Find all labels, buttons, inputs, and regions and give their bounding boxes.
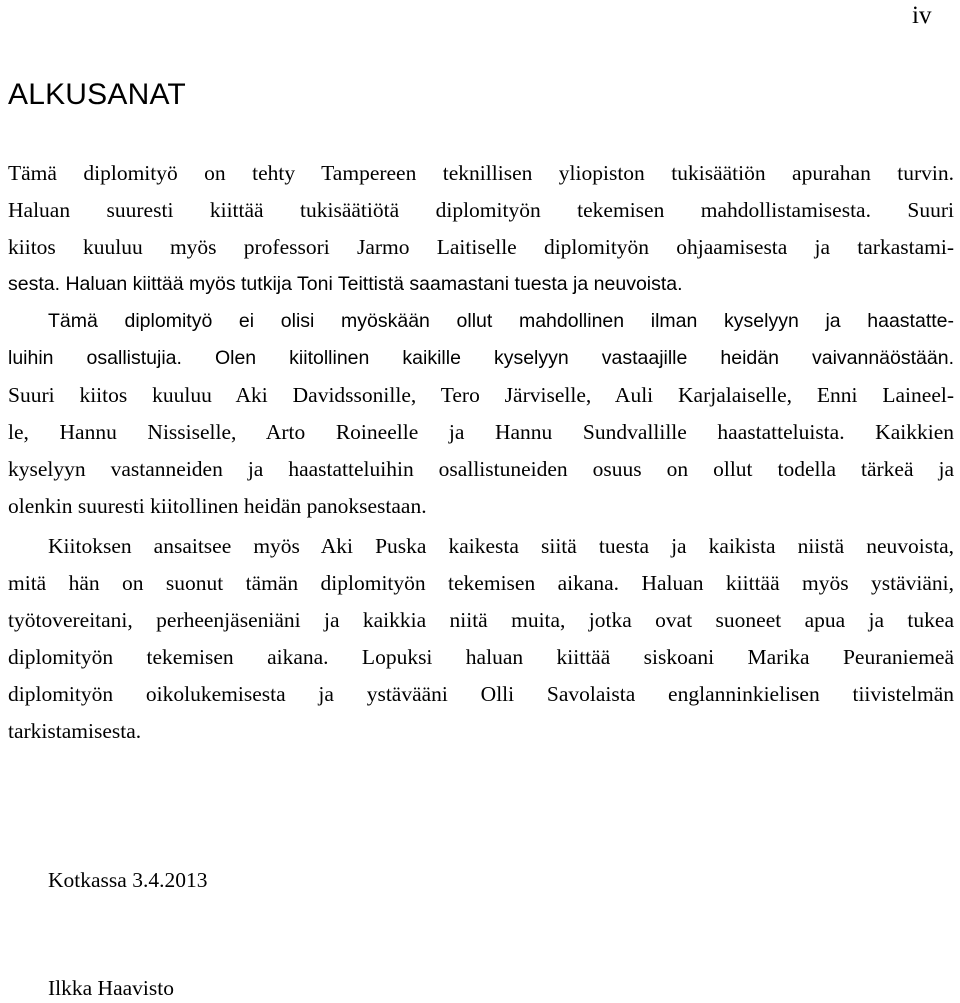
text-line: Tämä diplomityö on tehty Tampereen teknillisen yliopiston tukisäätiön apurahan turvin. xyxy=(8,161,954,185)
text-line: Kiitoksen ansaitsee myös Aki Puska kaikesta siitä tuesta ja kaikista niistä neuvoista, xyxy=(48,534,954,558)
text-line: diplomityön oikolukemisesta ja ystävääni Olli Savolaista englanninkielisen tiivistelmän xyxy=(8,682,954,706)
text-line: kyselyyn vastanneiden ja haastatteluihin osallistuneiden osuus on ollut todella tärkeä ja xyxy=(8,457,954,481)
page-number: iv xyxy=(912,2,932,29)
text-line: sesta. Haluan kiittää myös tutkija Toni Teittistä saamastani tuesta ja neuvoista. xyxy=(8,273,683,295)
text-line: Tämä diplomityö ei olisi myöskään ollut mahdollinen ilman kyselyyn ja haastatte- xyxy=(48,310,954,332)
text-line: le, Hannu Nissiselle, Arto Roineelle ja Hannu Sundvallille haastatteluista. Kaikkien xyxy=(8,420,954,444)
page-heading: ALKUSANAT xyxy=(8,78,186,111)
text-line: mitä hän on suonut tämän diplomityön tekemisen aikana. Haluan kiittää myös ystäviäni, xyxy=(8,571,954,595)
place-date: Kotkassa 3.4.2013 xyxy=(48,868,208,892)
text-line: työtovereitani, perheenjäseniäni ja kaikkia niitä muita, jotka ovat suoneet apua ja tukea xyxy=(8,608,954,632)
text-line: diplomityön tekemisen aikana. Lopuksi haluan kiittää siskoani Marika Peuraniemeä xyxy=(8,645,954,669)
text-line: kiitos kuuluu myös professori Jarmo Laitiselle diplomityön ohjaamisesta ja tarkastami- xyxy=(8,235,954,259)
author-name: Ilkka Haavisto xyxy=(48,976,174,1000)
text-line: olenkin suuresti kiitollinen heidän panoksestaan. xyxy=(8,494,427,518)
text-line: Suuri kiitos kuuluu Aki Davidssonille, Tero Järviselle, Auli Karjalaiselle, Enni Laineel- xyxy=(8,383,954,407)
text-line: tarkistamisesta. xyxy=(8,719,142,743)
text-line: luihin osallistujia. Olen kiitollinen kaikille kyselyyn vastaajille heidän vaivannäöstään. xyxy=(8,347,954,369)
text-line: Haluan suuresti kiittää tukisäätiötä diplomityön tekemisen mahdollistamisesta. Suuri xyxy=(8,198,954,222)
